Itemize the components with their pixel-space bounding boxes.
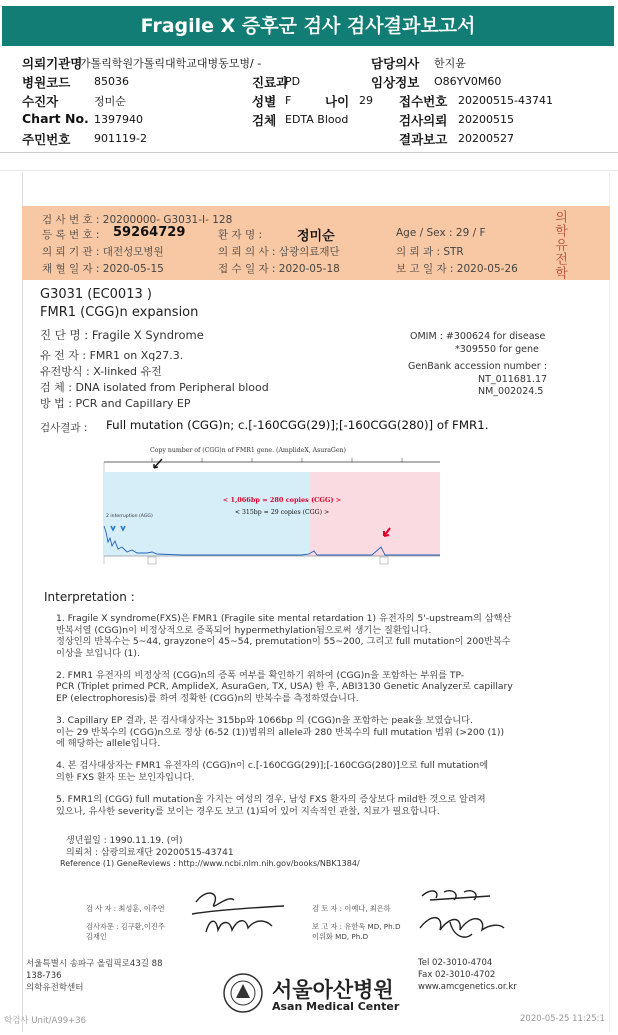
specimen: 검 체 : DNA isolated from Peripheral blood [40, 381, 269, 394]
request-label: 검사의뢰 [399, 113, 448, 128]
accession-2: NM_002024.5 [478, 386, 544, 397]
reporter: 보 고 자 : 유한욱 MD, Ph.D 이위화 MD, Ph.D [312, 922, 401, 941]
test-code: G3031 (EC0013 ) [40, 287, 152, 302]
peak-arrow-icon [154, 459, 162, 468]
code-value: 85036 [94, 75, 129, 88]
interruption-annotation: 2 interruption (AGG) [106, 514, 153, 519]
divider [0, 152, 618, 153]
hospital-label: 의뢰기관명 [22, 56, 83, 71]
gene: 유 전 자 : FMR1 on Xq27.3. [40, 349, 184, 362]
referrer: 의뢰처 : 삼광의료재단 20200515-43741 [66, 848, 234, 858]
request-institution: 의 뢰 기 관 : 대전성모병원 [42, 246, 164, 258]
inheritance: 유전방식 : X-linked 유전 [40, 365, 162, 378]
request-type: 의 뢰 과 : STR [396, 246, 464, 258]
report-title-banner: Fragile X 증후군 검사 검사결과보고서 [2, 6, 614, 46]
asan-foundation-seal-icon [222, 972, 264, 1014]
doctor-label: 담당의사 [371, 56, 420, 71]
fax: Fax 02-3010-4702 [418, 970, 496, 980]
website: www.amcgenetics.or.kr [418, 982, 517, 992]
header-patient-label: 환 자 명 : [218, 229, 262, 241]
interpretation [44, 592, 604, 828]
reg-no-label: 등 록 번 호 : [42, 229, 100, 241]
electropherogram-chart [92, 446, 442, 572]
omim-disease: OMIM : #300624 for disease [410, 331, 546, 342]
age-value: 29 [359, 94, 373, 107]
diagnosis: 진 단 명 : Fragile X Syndrome [40, 328, 204, 342]
report-label: 결과보고 [399, 132, 448, 147]
print-timestamp: 2020-05-25 11:25:1 [520, 1014, 605, 1024]
reception-label: 접수번호 [399, 94, 448, 109]
interpretation-paragraph: 2. FMR1 유전자의 비정상적 (CGG)n의 증폭 여부를 확인하기 위하여 (CGG)n을 포함하는 부위를 TP- PCR (Triplet primed PCR, AmplideX, AsuraGen, TX, USA) 한 후, ABI3130 Genetic Analyzer로 capillary EP (electrophoresis)를 하여 정확한 (CGG)n의 반복수를 측정하였습니다. [56, 670, 513, 704]
report-header-box [22, 206, 610, 280]
specimen-label: 검체 [252, 113, 277, 128]
patient-label: 수진자 [22, 94, 59, 109]
interpretation-paragraph: 4. 본 검사대상자는 FMR1 유전자의 (CGG)n이 c.[-160CGG(29)];[-160CGG(280)]으로 full mutation에 의한 FXS 환자 또는 보인자입니다. [56, 760, 489, 783]
result-label: 검사결과 : [40, 422, 88, 434]
age-label: 나이 [325, 94, 350, 109]
medical-genetics-label: 의학유전학 [552, 210, 567, 280]
report-value: 20200527 [458, 132, 514, 145]
result-text: Full mutation (CGG)n; c.[-160CGG(29)];[-160CGG(280)] of FMR1. [106, 418, 489, 432]
reviewer-signature [410, 884, 510, 944]
age-sex: Age / Sex : 29 / F [396, 227, 486, 239]
normal-annotation: < 315bp = 29 copies (CGG) > [234, 509, 330, 516]
peak-label-box [148, 557, 156, 564]
clinical-label: 임상정보 [371, 75, 420, 90]
header-patient-value: 정미순 [297, 229, 335, 244]
interpretation-paragraph: 1. Fragile X syndrome(FXS)은 FMR1 (Fragile site mental retardation 1) 유전자의 5'-upstream의 삼핵산 반복서열 (CGG)n이 비정상적으로 증폭되어 hypermethylation됨으로써 생기는 질환입니다. 정상인의 반복수는 5~44, grayzone이 45~54, premutation이 55~200, 그리고 full mutation이 200반복수 이상을 보입니다 (1). [56, 613, 512, 659]
rrn-value: 901119-2 [94, 132, 147, 145]
reference: Reference (1) GeneReviews : http://www.ncbi.nlm.nih.gov/books/NBK1384/ [60, 859, 360, 868]
dept-label: 진료과 [252, 75, 289, 90]
genbank-label: GenBank accession number : [408, 361, 547, 372]
clinical-value: O86YV0M60 [434, 75, 502, 88]
sex-label: 성별 [252, 94, 277, 109]
full-mutation-annotation: < 1,066bp = 280 copies (CGG) > [222, 496, 342, 504]
test-number: 검 사 번 호 : 20200000- G3031-I- 128 [42, 214, 233, 226]
hospital-name-en: Asan Medical Center [272, 1000, 400, 1013]
dept-value: PD [285, 75, 301, 88]
sex-value: F [285, 94, 292, 107]
accession-1: NT_011681.17 [478, 374, 548, 385]
test-name: FMR1 (CGG)n expansion [40, 305, 199, 320]
specimen-value: EDTA Blood [285, 113, 349, 126]
reviewer: 검 토 자 : 이예나, 최은하 [312, 904, 391, 913]
hospital-name-kr: 서울아산병원 [272, 978, 394, 1002]
collect-date: 채 혈 일 자 : 2020-05-15 [42, 263, 164, 275]
reg-no-value: 59264729 [113, 225, 186, 240]
birth-date: 생년월일 : 1990.11.19. (여) [66, 836, 183, 846]
chart-label: Chart No. [22, 111, 89, 126]
tester: 검 사 자 : 최성훈, 이주연 [86, 904, 165, 913]
hospital-value: 가톨릭학원가톨릭대학교대병동모병/ - [80, 57, 262, 70]
interpretation-paragraph: 5. FMR1의 (CGG) full mutation을 가지는 여성의 경우, 남성 FXS 환자의 증상보다 mild한 것으로 알려져 있으나, 유사한 severity를 보이는 경우도 보고 (1)되어 있어 지속적인 관찰, 치료가 필요합니다. [56, 794, 486, 817]
method: 방 법 : PCR and Capillary EP [40, 397, 191, 410]
address: 서울특별시 송파구 올림픽로43길 88 138-736 의학유전학센터 [26, 959, 163, 993]
doctor-value: 한지윤 [434, 57, 466, 70]
chart-title: Copy number of (CGG)n of FMR1 gene. (AmplideX, AsuraGen) [150, 447, 346, 454]
chart-value: 1397940 [94, 113, 143, 126]
tester-signature [186, 884, 296, 936]
interpretation-paragraph: 3. Capillary EP 결과, 본 검사대상자는 315bp와 1066bp 의 (CGG)n을 포함하는 peak을 보였습니다. 이는 29 반복수의 (CGG)n으로 정상 (6-52 (1))범위의 allele과 280 반복수의 full mutation 범위 (>200 (1)) 에 해당하는 allele입니다. [56, 715, 505, 750]
omim-gene: *309550 for gene [455, 344, 539, 355]
tel: Tel 02-3010-4704 [418, 958, 493, 968]
patient-value: 정미순 [94, 95, 126, 108]
request-doctor: 의 뢰 의 사 : 삼광의료재단 [218, 246, 340, 258]
peak-label-box [380, 557, 388, 564]
reception-value: 20200515-43741 [458, 94, 553, 107]
request-value: 20200515 [458, 113, 514, 126]
unit-stamp: 학검사 Unit/A99+36 [4, 1016, 87, 1026]
divider [0, 170, 618, 171]
interpretation-heading: Interpretation : [44, 590, 135, 604]
receive-date: 접 수 일 자 : 2020-05-18 [218, 263, 340, 275]
approver: 검사자문 : 김구환,이진주 김재인 [86, 922, 165, 941]
code-label: 병원코드 [22, 75, 71, 90]
report-date: 보 고 일 자 : 2020-05-26 [396, 263, 518, 275]
rrn-label: 주민번호 [22, 132, 71, 147]
